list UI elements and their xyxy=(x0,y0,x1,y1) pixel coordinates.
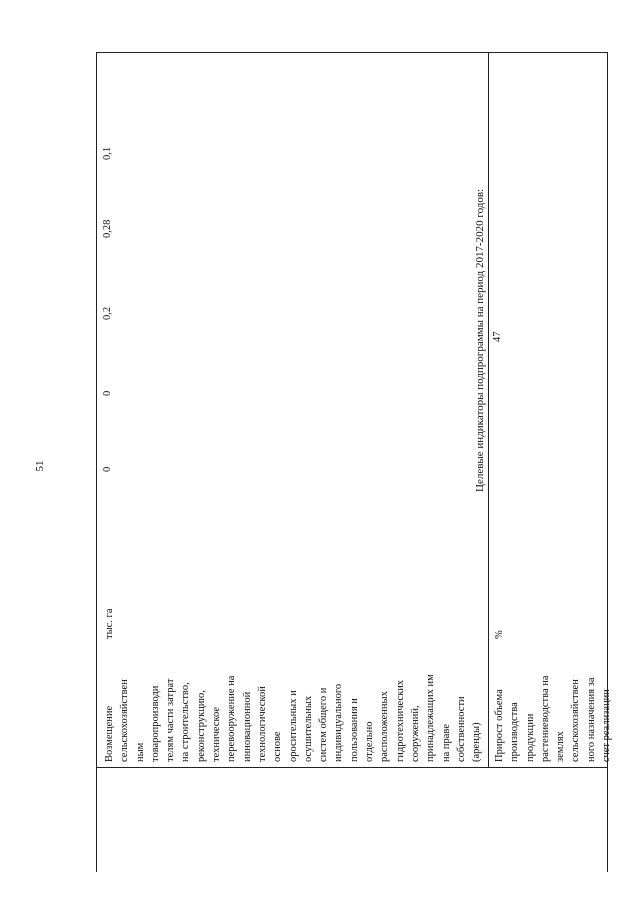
table-right-border xyxy=(96,52,608,53)
row1-indicator-name: Возмещение сельскохозяйствен ным товаропроизводи телям части затрат на строительство, реконструкцию, техническое перевооружение на инновационной технологической основе оросительных и осушительных систем общего и индивидуального пользования и отдельно расположенных гидротехнических сооружений, принадлежащих им на праве собственности (аренды) xyxy=(104,674,483,762)
row1-value-2: 0 xyxy=(102,390,113,396)
row2-value: 47 xyxy=(492,331,503,342)
rotated-table xyxy=(96,52,613,872)
row-divider xyxy=(488,52,489,768)
row2-indicator-name: Прирост объема производства продукции растениеводства на землях сельскохозяйствен ного назначения за счет реализации xyxy=(494,675,613,762)
row1-value-3: 0,2 xyxy=(102,306,113,320)
row2-unit: % xyxy=(494,630,505,639)
page-number: 51 xyxy=(34,460,46,472)
row1-value-4: 0,28 xyxy=(102,219,113,238)
subprogram-indicators-heading: Целевые индикаторы подпрограммы на период 2017-2020 годов: xyxy=(474,188,486,492)
table-left-border xyxy=(96,767,608,768)
row1-unit: тыс. га xyxy=(104,608,115,639)
row1-value-5: 0,1 xyxy=(102,146,113,160)
row1-value-1: 0 xyxy=(102,466,113,472)
